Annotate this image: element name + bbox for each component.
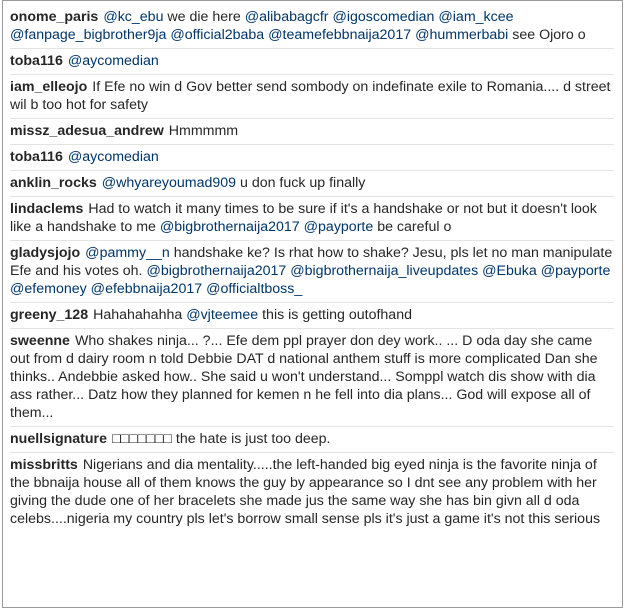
mention-link[interactable]: @igoscomedian: [332, 9, 435, 25]
comment-item: [10, 427, 614, 453]
comment-item: [10, 197, 614, 241]
comment-username-link[interactable]: missz_adesua_andrew: [10, 123, 164, 139]
mention-link[interactable]: @fanpage_bigbrother9ja: [10, 27, 167, 43]
comment-text: this is getting outofhand: [258, 307, 412, 323]
mention-link[interactable]: @iam_kcee: [438, 9, 514, 25]
mention-link[interactable]: @whyareyoumad909: [101, 175, 237, 191]
comment-list: [10, 5, 614, 532]
mention-link[interactable]: @officialtboss_: [206, 281, 303, 297]
mention-link[interactable]: @payporte: [540, 263, 611, 279]
comment-item: [10, 453, 614, 532]
comment-item: [10, 241, 614, 303]
mention-link[interactable]: @efebbnaija2017: [90, 281, 203, 297]
mention-link[interactable]: @bigbrothernaija_liveupdates: [290, 263, 479, 279]
comment-text: we die here: [163, 9, 245, 25]
comment-username-link[interactable]: gladysjojo: [10, 245, 81, 261]
comment-text: handshake ke? Is rhat how to shake? Jesu, pls let no man manipulate Efe and his votes oh.: [10, 245, 613, 279]
comment-username-link[interactable]: iam_elleojo: [10, 79, 88, 95]
comment-text: see Ojoro o: [508, 27, 586, 43]
comment-item: [10, 75, 614, 119]
comment-item: [10, 49, 614, 75]
comment-username-link[interactable]: nuellsignature: [10, 431, 107, 447]
comment-item: [10, 303, 614, 329]
mention-link[interactable]: @pammy__n: [85, 245, 170, 261]
comment-text: Hmmmmm: [168, 123, 239, 139]
comment-text: If Efe no win d Gov better send sombody on indefinate exile to Romania.... d street wil b too hot for safety: [10, 79, 611, 113]
comment-text: be careful o: [373, 219, 452, 235]
mention-link[interactable]: @Ebuka: [482, 263, 537, 279]
mention-link[interactable]: @hummerbabi: [415, 27, 509, 43]
comment-text: Hahahahahha: [93, 307, 187, 323]
comment-username-link[interactable]: sweenne: [10, 333, 70, 349]
comment-username-link[interactable]: toba116: [10, 53, 63, 69]
comment-item: [10, 329, 614, 427]
comment-text: u don fuck up finally: [236, 175, 366, 191]
comment-item: [10, 5, 614, 49]
comment-item: [10, 171, 614, 197]
comment-item: [10, 145, 614, 171]
comment-username-link[interactable]: toba116: [10, 149, 63, 165]
mention-link[interactable]: @aycomedian: [67, 53, 159, 69]
comment-text: Nigerians and dia mentality.....the left-handed big eyed ninja is the favorite ninja of the bbnaija house all of them knows the guy by appearance so I dnt see any problem with her giving the dude one of her bracelets she made jus the same way she has bin givn all d oda celebs....nigeria my country pls let's borrow small sense pls it's just a game it's not this serious: [10, 457, 601, 527]
comment-text: Who shakes ninja... ?... Efe dem ppl prayer don dey work.. ... D oda day she came out from d dairy room n told Debbie DAT d national anthem stuff is more complicated Dan she thinks.. Andebbie asked how.. She said u won't understand... Somppl watch dis show with dia ass rather... Datz how they planned for kemen n he fell into dia plans... God will expose all of them...: [10, 333, 598, 421]
mention-link[interactable]: @aycomedian: [67, 149, 159, 165]
comment-text: Had to watch it many times to be sure if it's a handshake or not but it doesn't look like a handshake to me: [10, 201, 597, 235]
mention-link[interactable]: @alibabagcfr: [244, 9, 329, 25]
comment-username-link[interactable]: lindaclems: [10, 201, 84, 217]
mention-link[interactable]: @efemoney: [10, 281, 87, 297]
mention-link[interactable]: @bigbrothernaija2017: [146, 263, 287, 279]
comment-username-link[interactable]: missbritts: [10, 457, 78, 473]
mention-link[interactable]: @kc_ebu: [103, 9, 164, 25]
comment-username-link[interactable]: anklin_rocks: [10, 175, 97, 191]
mention-link[interactable]: @bigbrothernaija2017: [159, 219, 300, 235]
mention-link[interactable]: @official2baba: [170, 27, 265, 43]
comments-panel: [2, 0, 623, 608]
comment-item: [10, 119, 614, 145]
mention-link[interactable]: @vjteemee: [186, 307, 259, 323]
comment-text: □□□□□□□ the hate is just too deep.: [111, 431, 331, 447]
mention-link[interactable]: @teamefebbnaija2017: [268, 27, 412, 43]
mention-link[interactable]: @payporte: [303, 219, 374, 235]
comment-username-link[interactable]: greeny_128: [10, 307, 89, 323]
comment-username-link[interactable]: onome_paris: [10, 9, 99, 25]
